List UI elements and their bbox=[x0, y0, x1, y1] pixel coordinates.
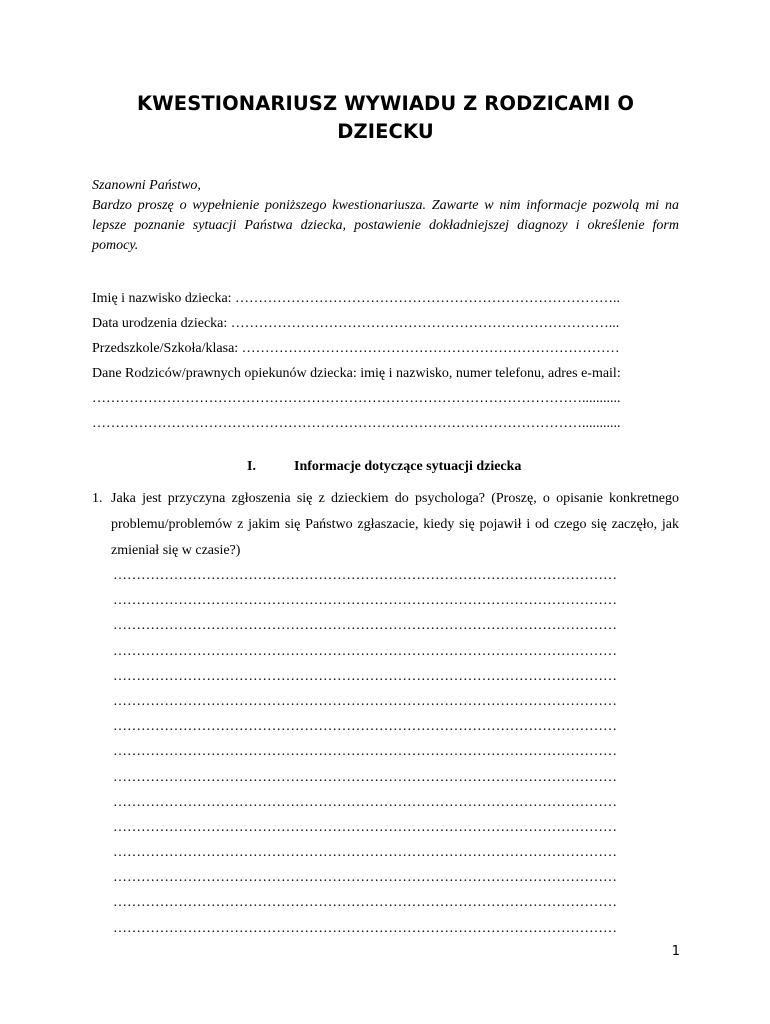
answer-line: ……………………………………………………………………………………………… bbox=[113, 870, 617, 886]
intro-body: Bardzo proszę o wypełnienie poniższego kwestionariusza. Zawarte w nim informacje pozwolą mi na lepsze poznanie sytuacji Państwa dziecka, postawienie dokładniejszej diagnozy i określenie form pomocy. bbox=[92, 198, 679, 253]
question-text: Jaka jest przyczyna zgłoszenia się z dzieckiem do psychologa? (Proszę, o opisanie konkretnego problemu/problemów z jakim się Państwo zgłaszacie, kiedy się pojawił i od czego się zaczęło, jak zmieniał się w czasie?) bbox=[111, 491, 679, 558]
answer-line: ……………………………………………………………………………………………… bbox=[113, 643, 617, 659]
answer-line: ……………………………………………………………………………………………… bbox=[113, 845, 617, 861]
document-title: KWESTIONARIUSZ WYWIADU Z RODZICAMI O DZIECKU bbox=[136, 92, 635, 143]
field-birth-date: Data urodzenia dziecka: ………………………………………………………………………... bbox=[92, 316, 620, 331]
answer-line: ……………………………………………………………………………………………… bbox=[113, 744, 617, 760]
field-child-name: Imię i nazwisko dziecka: ……………………………………………………………………….. bbox=[92, 291, 621, 306]
field-parents-data: Dane Rodziców/prawnych opiekunów dziecka: imię i nazwisko, numer telefonu, adres e-mail: bbox=[92, 366, 621, 381]
answer-line: ……………………………………………………………………………………………… bbox=[113, 668, 617, 684]
page-number: 1 bbox=[671, 944, 680, 959]
question-number: 1. bbox=[92, 491, 103, 506]
answer-line: ……………………………………………………………………………………………… bbox=[113, 794, 617, 810]
section-heading bbox=[92, 456, 679, 478]
answer-line: ……………………………………………………………………………………………… bbox=[113, 693, 617, 709]
field-parents-data-line: ……………………………………………………………………………………………........... bbox=[92, 416, 621, 431]
field-school-class: Przedszkole/Szkoła/klasa: ……………………………………………………………………… bbox=[92, 341, 620, 356]
section-number: I. bbox=[247, 459, 256, 474]
intro-salutation: Szanowni Państwo, bbox=[92, 178, 201, 193]
section-title: Informacje dotyczące sytuacji dziecka bbox=[294, 459, 522, 474]
answer-line: ……………………………………………………………………………………………… bbox=[113, 568, 617, 583]
answer-line: ……………………………………………………………………………………………… bbox=[113, 618, 617, 634]
child-info-fields bbox=[92, 286, 679, 436]
answer-line: ……………………………………………………………………………………………… bbox=[113, 819, 617, 835]
field-parents-data-line: ……………………………………………………………………………………………........... bbox=[92, 391, 621, 406]
answer-line: ……………………………………………………………………………………………… bbox=[113, 593, 617, 609]
answer-lines bbox=[113, 563, 679, 941]
question-item bbox=[92, 486, 679, 564]
intro-paragraph bbox=[92, 176, 679, 256]
answer-line: ……………………………………………………………………………………………… bbox=[113, 895, 617, 911]
answer-line: ……………………………………………………………………………………………… bbox=[113, 769, 617, 785]
answer-line: ……………………………………………………………………………………………… bbox=[113, 719, 617, 735]
answer-line: ……………………………………………………………………………………………… bbox=[113, 920, 617, 936]
